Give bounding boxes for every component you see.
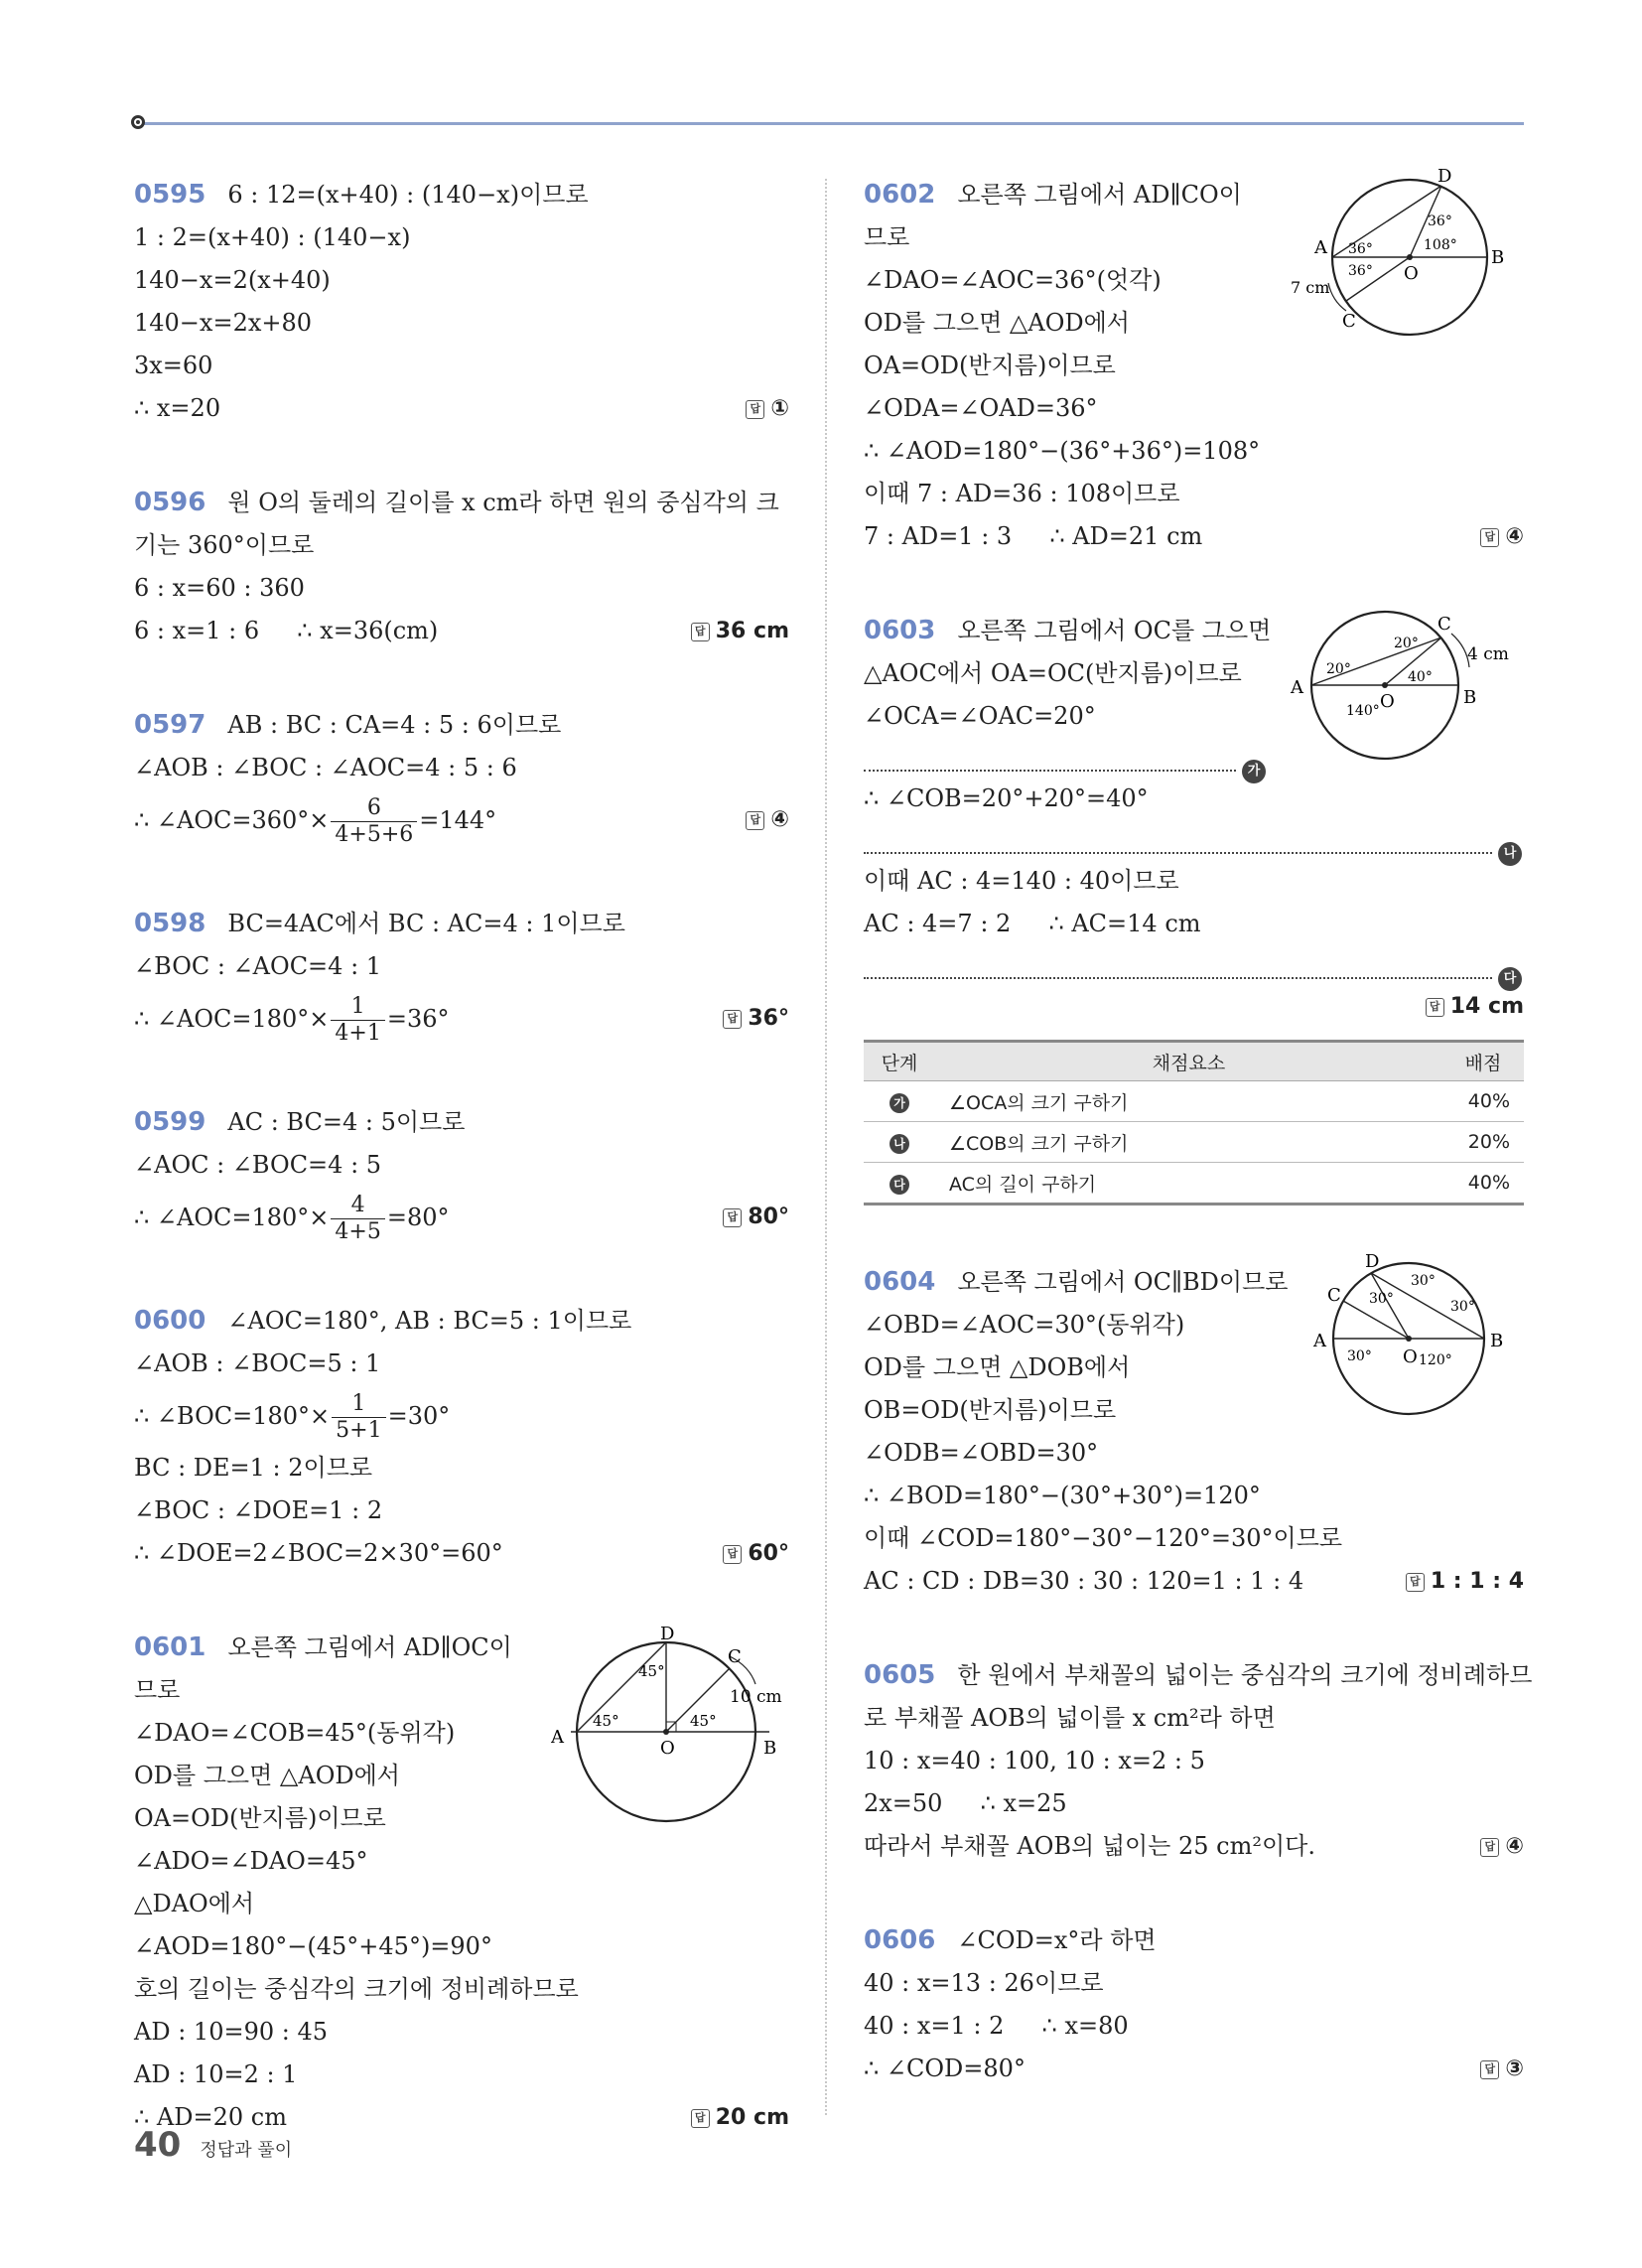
solution-line: 40 : x=1 : 2 ∴ x=80 <box>864 2012 1129 2040</box>
answer-badge-icon: 답 <box>723 1545 742 1564</box>
problem-0595 <box>134 174 789 430</box>
fraction: $\frac{4}{4+5}$ <box>331 1193 384 1245</box>
problem-0598: 0598 BC=4AC에서 BC : AC=4 : 1이므로 ∠BOC : ∠AOC=4 : 1 ∴ ∠AOC=180°× $\frac{1}{4+1}$ =36° 답 36° <box>134 903 789 1050</box>
solution-line: ∴ ∠AOC=180°× <box>134 1204 330 1231</box>
step-divider <box>864 945 1517 986</box>
problem-number: 0603 <box>864 616 936 645</box>
problem-0596 <box>134 482 789 652</box>
solution-line: 1 : 2=(x+40) : (140−x) <box>134 223 411 251</box>
answer-badge-icon: 답 <box>691 2109 710 2128</box>
svg-text:D: D <box>1437 168 1452 187</box>
answer-badge-icon: 답 <box>1480 1838 1499 1857</box>
svg-text:45°: 45° <box>638 1662 665 1680</box>
solution-line: ∠AOC=180°, AB : BC=5 : 1이므로 <box>227 1307 632 1335</box>
fraction: $\frac{1}{4+1}$ <box>331 994 384 1047</box>
answer-badge-icon: 답 <box>723 1208 742 1227</box>
answer: 답 ④ <box>746 789 789 851</box>
solution-line: 호의 길이는 중심각의 크기에 정비례하므로 <box>134 1975 579 2003</box>
answer: 답 80° <box>723 1187 789 1248</box>
solution-line: ∴ ∠BOD=180°−(30°+30°)=120° <box>864 1482 1261 1509</box>
solution-line: 7 : AD=1 : 3 ∴ AD=21 cm <box>864 522 1203 550</box>
solution-line: OA=OD(반지름)이므로 <box>864 352 1116 379</box>
svg-text:B: B <box>1490 1331 1504 1351</box>
label-c: C <box>728 1646 742 1667</box>
solution-line: 따라서 부채꼴 AOB의 넓이는 25 cm²이다. <box>864 1832 1315 1860</box>
svg-text:40°: 40° <box>1408 669 1433 685</box>
answer-badge-icon: 답 <box>746 811 764 830</box>
svg-text:O: O <box>1380 691 1395 712</box>
solution-line: 2x=50 ∴ x=25 <box>864 1789 1067 1817</box>
svg-text:A: A <box>1313 1331 1326 1351</box>
solution-line: 40 : x=13 : 26이므로 <box>864 1969 1104 1997</box>
solution-line: ∠AOB : ∠BOC=5 : 1 <box>134 1349 381 1377</box>
svg-text:30°: 30° <box>1411 1273 1436 1289</box>
answer: 답 36° <box>723 988 789 1050</box>
svg-text:36°: 36° <box>1348 241 1373 257</box>
solution-line: ∠DAO=∠COB=45°(동위각) <box>134 1719 456 1747</box>
solution-line: AB : BC : CA=4 : 5 : 6이므로 <box>227 711 562 739</box>
answer: 답 ④ <box>1480 515 1524 558</box>
step-mark: 나 <box>1498 842 1522 866</box>
solution-line: ∠OBD=∠AOC=30°(동위각) <box>864 1311 1185 1339</box>
solution-line: 이때 ∠COD=180°−30°−120°=30°이므로 <box>864 1524 1343 1552</box>
answer: 답 14 cm <box>1426 985 1524 1028</box>
solution-line: ∠BOC : ∠AOC=4 : 1 <box>134 952 382 980</box>
solution-line: ∠AOC : ∠BOC=4 : 5 <box>134 1151 382 1179</box>
answer: 답 ① <box>746 387 789 430</box>
solution-line: BC=4AC에서 BC : AC=4 : 1이므로 <box>227 910 625 937</box>
scoring-table: 단계 채점요소 배점 가 ∠OCA의 크기 구하기 40% 나 ∠COB의 크기 구하기 20% 다 AC의 길이 구하기 40% <box>864 1040 1524 1205</box>
step-divider <box>864 738 1261 779</box>
solution-line: AC : 4=7 : 2 ∴ AC=14 cm <box>864 910 1201 937</box>
page-footer <box>134 2125 292 2165</box>
svg-text:A: A <box>1314 237 1327 258</box>
answer-badge-icon: 답 <box>1406 1573 1425 1592</box>
svg-text:C: C <box>1327 1285 1341 1306</box>
svg-text:30°: 30° <box>1450 1299 1475 1315</box>
problem-0603 <box>864 610 1524 1205</box>
solution-line: 한 원에서 부채꼴의 넓이는 중심각의 크기에 정비례하므 <box>957 1661 1533 1689</box>
solution-line: 10 : x=40 : 100, 10 : x=2 : 5 <box>864 1747 1205 1774</box>
step-mark: 다 <box>1498 967 1522 991</box>
solution-line: OD를 그으면 △DOB에서 <box>864 1353 1131 1381</box>
problem-number: 0599 <box>134 1107 206 1137</box>
solution-line: ∴ AD=20 cm <box>134 2103 287 2131</box>
header-rule <box>139 122 1524 125</box>
svg-text:D: D <box>1365 1251 1380 1272</box>
problem-number: 0604 <box>864 1267 936 1297</box>
solution-line: OD를 그으면 △AOD에서 <box>134 1762 400 1789</box>
solution-line: ∴ x=20 <box>134 394 221 422</box>
solution-line: 므로 <box>134 1676 181 1704</box>
figure-0604 <box>1305 1251 1524 1430</box>
answer: 답 1 : 1 : 4 <box>1406 1560 1524 1603</box>
answer-badge-icon: 답 <box>1480 2060 1499 2079</box>
solution-line: OA=OD(반지름)이므로 <box>134 1804 386 1832</box>
answer: 답 36 cm <box>691 610 789 652</box>
solution-line: △AOC에서 OA=OC(반지름)이므로 <box>864 659 1242 687</box>
solution-line: 6 : x=60 : 360 <box>134 574 305 602</box>
svg-text:C: C <box>1437 614 1451 635</box>
problem-number: 0601 <box>134 1632 206 1662</box>
left-column <box>134 174 789 2191</box>
solution-line: 이때 AC : 4=140 : 40이므로 <box>864 867 1179 895</box>
page-number: 40 <box>134 2125 182 2165</box>
solution-line: AC : BC=4 : 5이므로 <box>227 1108 466 1136</box>
solution-line: ∴ ∠DOE=2∠BOC=2×30°=60° <box>134 1539 503 1567</box>
solution-line: 140−x=2(x+40) <box>134 266 331 294</box>
problem-0604 <box>864 1251 1524 1603</box>
svg-text:C: C <box>1342 311 1356 332</box>
svg-text:20°: 20° <box>1394 636 1419 651</box>
problem-number: 0605 <box>864 1660 936 1690</box>
solution-line: ∠OCA=∠OAC=20° <box>864 702 1096 730</box>
solution-line: 6 : 12=(x+40) : (140−x)이므로 <box>227 181 589 209</box>
answer-badge-icon: 답 <box>746 400 764 419</box>
problem-0601 <box>134 1627 789 2139</box>
solution-line: 므로 <box>864 223 910 251</box>
solution-line: 원 O의 둘레의 길이를 x cm라 하면 원의 중심각의 크 <box>227 489 779 516</box>
figure-0602 <box>1291 168 1524 347</box>
problem-0599: 0599 AC : BC=4 : 5이므로 ∠AOC : ∠BOC=4 : 5 ∴ ∠AOC=180°× $\frac{4}{4+5}$ =80° 답 80° <box>134 1101 789 1248</box>
problem-number: 0596 <box>134 488 206 517</box>
fraction: $\frac{6}{4+5+6}$ <box>331 795 417 848</box>
svg-text:36°: 36° <box>1428 213 1452 229</box>
solution-line: ∴ ∠COD=80° <box>864 2055 1026 2082</box>
solution-line: ∴ ∠AOC=360°× <box>134 806 330 834</box>
label-a: A <box>551 1727 564 1748</box>
figure-0601 <box>551 1627 789 1825</box>
column-divider <box>825 179 827 2115</box>
svg-text:30°: 30° <box>1369 1291 1394 1307</box>
problem-0605 <box>864 1654 1533 1868</box>
solution-line: 오른쪽 그림에서 AD∥OC이 <box>227 1633 512 1661</box>
label-b: B <box>763 1738 777 1759</box>
svg-text:36°: 36° <box>1348 263 1373 279</box>
solution-line: ∠BOC : ∠DOE=1 : 2 <box>134 1496 383 1524</box>
solution-line: ∠COD=x°라 하면 <box>957 1926 1157 1954</box>
answer: 답 60° <box>723 1532 789 1575</box>
svg-text:140°: 140° <box>1346 703 1380 719</box>
solution-line: 오른쪽 그림에서 AD∥CO이 <box>957 181 1242 209</box>
problem-0606 <box>864 1919 1524 2090</box>
svg-text:B: B <box>1463 687 1477 708</box>
solution-line: 오른쪽 그림에서 OC를 그으면 <box>957 617 1272 644</box>
problem-0597: 0597 AB : BC : CA=4 : 5 : 6이므로 ∠AOB : ∠BOC : ∠AOC=4 : 5 : 6 ∴ ∠AOC=360°× $\frac{6}{4+5+6}$ =144° 답 ④ <box>134 704 789 851</box>
solution-line: 이때 7 : AD=36 : 108이므로 <box>864 480 1180 507</box>
answer-badge-icon: 답 <box>1480 528 1499 547</box>
solution-line: BC : DE=1 : 2이므로 <box>134 1454 373 1482</box>
answer: 답 ③ <box>1480 2048 1524 2090</box>
svg-text:45°: 45° <box>690 1712 717 1730</box>
table-row: 나 ∠COB의 크기 구하기 20% <box>864 1122 1524 1163</box>
solution-line: 기는 360°이므로 <box>134 531 315 559</box>
svg-text:4 cm: 4 cm <box>1467 644 1509 664</box>
solution-line: ∠AOB : ∠BOC : ∠AOC=4 : 5 : 6 <box>134 754 517 781</box>
problem-number: 0600 <box>134 1306 206 1336</box>
table-row: 가 ∠OCA의 크기 구하기 40% <box>864 1081 1524 1122</box>
svg-text:O: O <box>1403 1347 1418 1367</box>
svg-text:45°: 45° <box>593 1712 619 1730</box>
problem-number: 0606 <box>864 1925 936 1955</box>
solution-line: ∠ODB=∠OBD=30° <box>864 1439 1099 1467</box>
svg-text:7 cm: 7 cm <box>1291 278 1330 297</box>
solution-line: 로 부채꼴 AOB의 넓이를 x cm²라 하면 <box>864 1704 1276 1732</box>
step-mark: 가 <box>1242 760 1266 783</box>
solution-line: OD를 그으면 △AOD에서 <box>864 309 1130 337</box>
problem-number: 0598 <box>134 909 206 938</box>
right-column <box>864 168 1533 2142</box>
solution-line: 140−x=2x+80 <box>134 309 313 337</box>
solution-line: ∠AOD=180°−(45°+45°)=90° <box>134 1932 492 1960</box>
solution-line: ∴ ∠COB=20°+20°=40° <box>864 784 1149 812</box>
answer-badge-icon: 답 <box>691 623 710 641</box>
table-row: 다 AC의 길이 구하기 40% <box>864 1163 1524 1205</box>
figure-0603 <box>1281 604 1524 768</box>
answer: 답 20 cm <box>691 2096 789 2139</box>
problem-number: 0597 <box>134 710 206 740</box>
solution-line: ∴ ∠AOD=180°−(36°+36°)=108° <box>864 437 1261 465</box>
svg-text:A: A <box>1291 677 1303 698</box>
solution-line: AC : CD : DB=30 : 30 : 120=1 : 1 : 4 <box>864 1567 1304 1595</box>
problem-0600: 0600 ∠AOC=180°, AB : BC=5 : 1이므로 ∠AOB : ∠BOC=5 : 1 ∴ ∠BOC=180°× $\frac{1}{5+1}$ =30° BC : DE=1 : 2이므로 ∠BOC : ∠DOE=1 : 2 ∴ ∠DOE=2∠BOC=2×30°=60° 답 60° <box>134 1300 789 1575</box>
solution-line: 오른쪽 그림에서 OC∥BD이므로 <box>957 1268 1289 1296</box>
svg-text:20°: 20° <box>1326 661 1351 677</box>
label-d: D <box>660 1627 675 1644</box>
svg-text:30°: 30° <box>1347 1348 1372 1364</box>
svg-text:108°: 108° <box>1424 237 1457 253</box>
svg-text:120°: 120° <box>1419 1352 1452 1368</box>
answer: 답 ④ <box>1480 1825 1524 1868</box>
problem-number: 0595 <box>134 180 206 210</box>
solution-line: △DAO에서 <box>134 1890 255 1917</box>
solution-line: ∴ ∠BOC=180°× <box>134 1402 331 1430</box>
solution-line: ∠DAO=∠AOC=36°(엇각) <box>864 266 1162 294</box>
svg-text:10 cm: 10 cm <box>730 1687 782 1707</box>
step-divider <box>864 820 1517 861</box>
solution-line: OB=OD(반지름)이므로 <box>864 1396 1117 1424</box>
problem-0602 <box>864 168 1524 558</box>
fraction: $\frac{1}{5+1}$ <box>332 1391 385 1444</box>
answer-badge-icon: 답 <box>1426 998 1444 1017</box>
problem-number: 0602 <box>864 180 936 210</box>
solution-line: 6 : x=1 : 6 ∴ x=36(cm) <box>134 617 439 644</box>
header-bullet <box>131 115 145 129</box>
footer-title: 정답과 풀이 <box>200 2140 293 2161</box>
solution-line: ∠ODA=∠OAD=36° <box>864 394 1098 422</box>
svg-text:O: O <box>1404 263 1419 284</box>
solution-line: ∠ADO=∠DAO=45° <box>134 1847 368 1875</box>
solution-line: 3x=60 <box>134 352 213 379</box>
solution-line: ∴ ∠AOC=180°× <box>134 1005 330 1033</box>
label-o: O <box>660 1738 675 1759</box>
solution-line: AD : 10=90 : 45 <box>134 2018 328 2046</box>
svg-text:B: B <box>1491 247 1505 268</box>
solution-line: AD : 10=2 : 1 <box>134 2060 298 2088</box>
answer-badge-icon: 답 <box>723 1010 742 1029</box>
